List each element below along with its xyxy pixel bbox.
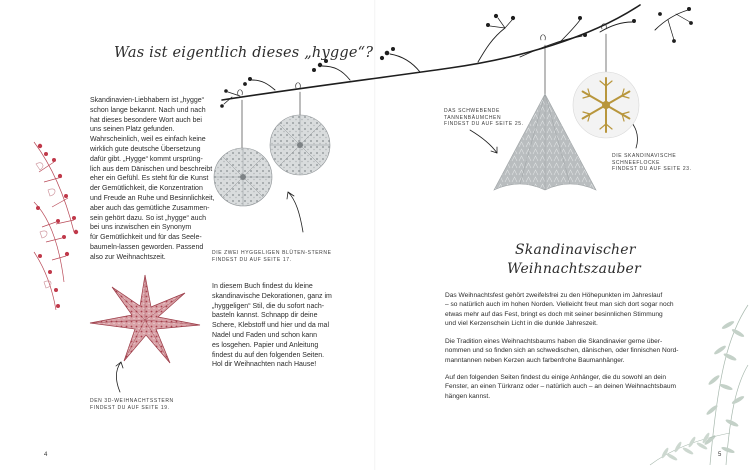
text-line: Skandinavien-Liebhabern ist „hygge“ — [90, 97, 205, 104]
text-line: skandinavische Dekorationen, ganz im — [212, 292, 332, 300]
intro-paragraph — [90, 96, 215, 263]
ornaments-paragraph — [445, 373, 715, 401]
blossom-stars-image — [213, 115, 323, 205]
text-line: DIE ZWEI HYGGELIGEN BLÜTEN-STERNE — [212, 250, 332, 256]
text-line: Schere, Klebstoff und hier und da mal — [212, 322, 330, 330]
right-heading-line2: Weihnachtszauber — [507, 261, 641, 277]
text-line: In diesem Buch findest du kleine — [212, 283, 313, 290]
text-line: uns seinen Platz gefunden. — [90, 126, 175, 134]
3d-star-image — [90, 275, 200, 365]
text-line: Auf den folgenden Seiten findest du einige Anhänger, die du sowohl an dein — [445, 374, 667, 381]
text-line: Fenster, an einen Türkranz oder – natürlich auch – an deinen Weihnachtsbaum — [445, 383, 677, 391]
text-line: nommen und so finden sich an schwedischen, dänischen, oder finnischen Nord- — [445, 347, 679, 355]
text-line: „hyggeligen“ Stil, die du sofort nach- — [212, 302, 325, 310]
page-number-right: 5 — [718, 452, 722, 458]
text-line: hängen kannst. — [445, 392, 491, 400]
page-number-left: 4 — [44, 452, 48, 458]
text-line: dafür gibt. „Hygge“ kommt ursprüng- — [90, 155, 203, 163]
text-line: etwas mehr auf das Fest, bringt es doch mit seiner besinnlichen Stimmung — [445, 310, 663, 318]
caption-3d-star — [90, 398, 200, 411]
red-berry-sprigs — [34, 132, 94, 312]
text-line: DAS SCHWEBENDE — [444, 108, 500, 114]
text-line: eher ein Gefühl. Es steht für die Kunst — [90, 175, 209, 183]
tree-tradition-paragraph — [445, 337, 715, 365]
text-line: TANNENBÄUMCHEN — [444, 114, 502, 121]
text-line: hat dieses besondere Wort auch bei — [90, 116, 202, 124]
left-heading: Was ist eigentlich dieses „hygge“? — [114, 45, 374, 61]
text-line: lich aus dem Dänischen und beschreibt — [90, 165, 213, 173]
text-line: aber auch das gemütliche Zusammen- — [90, 204, 210, 212]
diy-paragraph — [212, 282, 342, 370]
pine-sprigs-lower — [650, 425, 730, 465]
text-line: Wahrscheinlich, weil es einfach keine — [90, 136, 206, 144]
snowflake-image — [571, 70, 641, 140]
text-line: und Freude an Ruhe und Besinnlichkeit, — [90, 194, 215, 202]
text-line: DEN 3D-WEIHNACHTSSTERN — [90, 398, 174, 404]
text-line: Das Weihnachtsfest gehört zweifelsfrei zu den Höhepunkten im Jahreslauf — [445, 292, 663, 299]
text-line: es losgehen. Papier und Anleitung — [212, 341, 319, 349]
text-line: baumeln-lassen geworden. Passend — [90, 243, 204, 251]
text-line: der Gemütlichkeit, die Konzentration — [90, 185, 203, 193]
text-line: und viel Kerzenschein Licht in die dunkle Jahreszeit. — [445, 320, 598, 328]
text-line: manntannen neben Kerzen auch farbenfrohe Baumanhänger. — [445, 356, 625, 364]
text-line: FINDEST DU AUF SEITE 25. — [444, 121, 524, 128]
text-line: schon lange bekannt. Nach und nach — [90, 106, 206, 114]
text-line: wirklich gute deutsche Übersetzung — [90, 145, 201, 153]
caption-snowflake — [612, 153, 722, 173]
text-line: also zur Weihnachtszeit. — [90, 253, 166, 261]
text-line: basteln kannst. Schnapp dir deine — [212, 312, 318, 320]
text-line: sein gehört dazu. So ist „hygge“ auch — [90, 214, 206, 222]
text-line: FINDEST DU AUF SEITE 23. — [612, 166, 692, 173]
text-line: bei uns inzwischen ein Synonym — [90, 224, 192, 232]
text-line: findest du auf den folgenden Seiten. — [212, 351, 325, 359]
christmas-paragraph — [445, 291, 715, 329]
text-line: FINDEST DU AUF SEITE 17. — [212, 256, 292, 263]
text-line: FINDEST DU AUF SEITE 19. — [90, 404, 170, 411]
text-line: Die Tradition eines Weihnachtsbaums haben die Skandinavier gerne über- — [445, 338, 663, 345]
text-line: Nadel und Faden und schon kann — [212, 331, 318, 339]
text-line: Hol dir Weihnachten nach Hause! — [212, 361, 317, 369]
text-line: DIE SKANDINAVISCHE — [612, 153, 677, 159]
text-line: für Gemütlichkeit und für das Seele- — [90, 234, 202, 242]
caption-blossom-stars — [212, 250, 342, 263]
caption-floating-tree — [444, 108, 544, 128]
right-heading-line1: Skandinavischer — [515, 242, 636, 258]
text-line: SCHNEEFLOCKE — [612, 159, 661, 166]
text-line: – so natürlich auch im hohen Norden. Vielleicht freut man sich dort sogar noch — [445, 301, 674, 309]
